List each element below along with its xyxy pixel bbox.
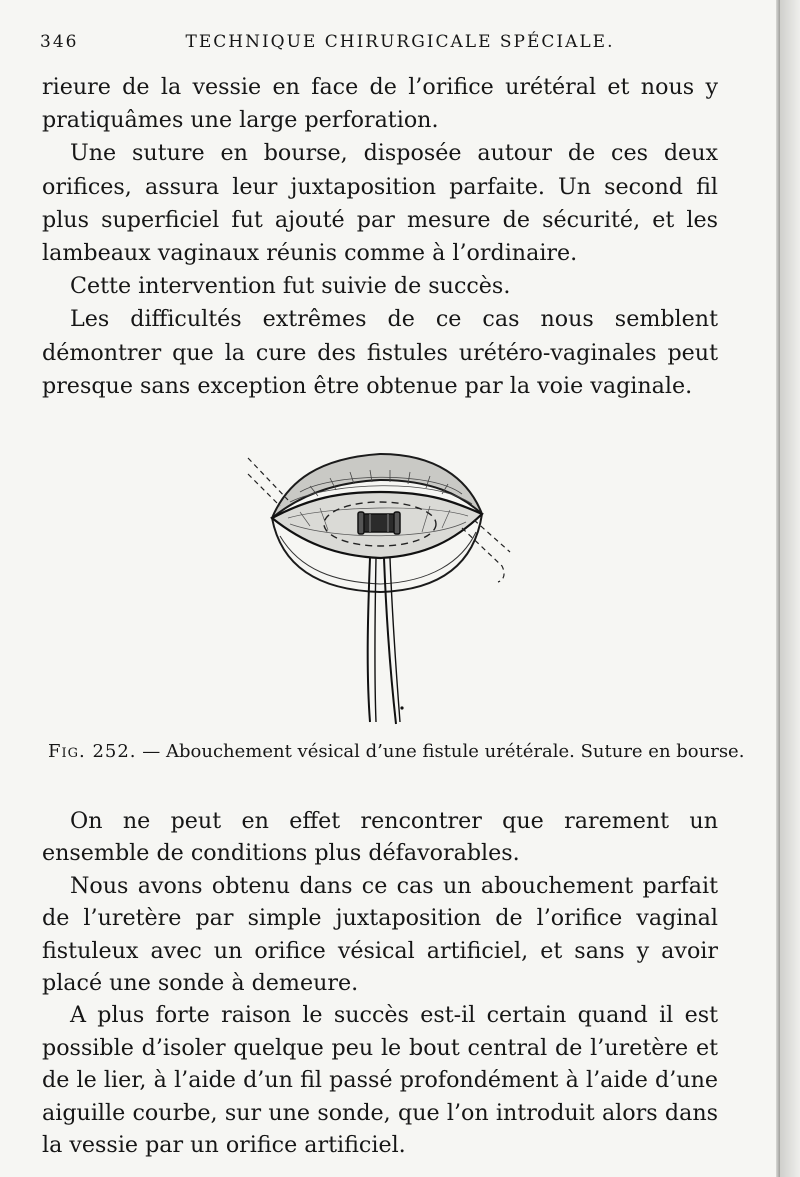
guide-line-left-2 [248,474,280,506]
paragraph: On ne peut en effet rencontrer que rarement un ensemble de conditions plus défavorables. [42,808,718,867]
figure-caption [48,739,745,765]
page-number: 346 [40,32,79,52]
figure-caption-text: — Abouchement vésical d’une fistule urétérale. Suture en bourse. [142,741,745,762]
paragraph: Nous avons obtenu dans ce cas un abouchement parfait de l’uretère par simple juxtaposition de l’orifice vaginal fistuleux avec un orifice vésical artificiel, et sans y avoir placé une sonde à demeure. [42,872,718,997]
catheter [358,512,400,534]
text-block-top [42,71,718,403]
guide-line-right [462,528,504,582]
adjacent-page-strip [780,0,800,1177]
paragraph: Une suture en bourse, disposée autour de ces deux orifices, assura leur juxtaposition parfaite. Un second fil plus superficiel fut ajouté par mesure de sécurité, et les lambeaux vaginaux réunis comme à l’ordinaire. [42,140,718,267]
paragraph: Les difficultés extrêmes de ce cas nous semblent démontrer que la cure des fistules urétéro-vaginales peut presque sans exception être obtenue par la voie vaginale. [42,306,718,399]
figure-illustration [240,440,520,730]
thread-left [368,558,370,722]
thread-left-inner [375,558,376,722]
text-block-bottom [42,805,718,1161]
running-header [40,32,740,60]
paragraph: Cette intervention fut suivie de succès. [70,273,511,300]
paragraph: A plus forte raison le succès est-il certain quand il est possible d’isoler quelque peu le bout central de l’uretère et de le lier, à l’aide d’un fil passé profondément à l’aide d’une aiguille courbe, sur une sonde, que l’on introduit alors dans la vessie par un orifice artificiel. [42,1002,718,1159]
surgical-illustration-icon [240,440,520,730]
running-title: TECHNIQUE CHIRURGICALE SPÉCIALE. [185,32,615,52]
paragraph: rieure de la vessie en face de l’orifice urétéral et nous y pratiquâmes une large perforation. [42,74,718,134]
figure-label: Fig. 252. [48,741,137,762]
